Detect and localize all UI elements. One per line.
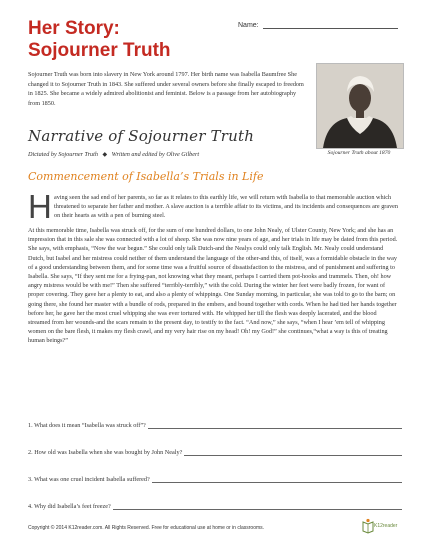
answer-line[interactable] [184,449,402,456]
k12reader-logo [362,518,404,534]
passage-paragraph-1: aving seen the sad end of her parents, so far as it relates to this earthly life, we will return with Isabella to that memorable auction which threatened to separate her father and mother. A slave auction is a terrible affair to its victims, and its incidents and consequences are graven on their hearts as with a pen of burning steel. [54,194,399,220]
portrait-image [317,64,403,148]
question-text: 1. What does it mean “Isabella was struck off”? [28,422,146,429]
question-text: 2. How old was Isabella when she was bought by John Nealy? [28,449,183,456]
question-text: 4. Why did Isabella’s feet freeze? [28,503,111,510]
question-row [28,483,402,510]
title-line-2: Sojourner Truth [28,40,171,61]
question-row [28,429,402,456]
byline-written: Written and edited by Olive Gilbert [111,151,200,158]
intro-paragraph: Sojourner Truth was born into slavery in New York around 1797. Her birth name was Isabella Baumfree She changed it to Sojourner Truth in 1843. She suffered under several owners before she finally escaped to freedom in 1825. She became a widely admired abolitionist and feminist. Below is a passage from her autobiography from 1850. [28,71,304,107]
question-text: 3. What was one cruel incident Isabella suffered? [28,476,150,483]
book-icon [362,518,374,534]
passage-paragraph-2: At this memorable time, Isabella was struck off, for the sum of one hundred dollars, to one John Nealy, of Ulster County, New York; and she has an impression that in this sale she was connected with a lot of sheep. She was now nine years of age, and her trials in life may be dated from this period. She says, with emphasis, “Now the war begun.” She could only talk Dutch-and the Nealys could only talk English. Mr. Nealy could understand Dutch, but Isabel and her mistress could neither of them understand the language of the other-and this, of itself, was a formidable obstacle in the way of a good understanding between them, and for some time was a fruitful source of dissatisfaction to the mistress, and of punishment and suffering to Isabella. She says, “If they sent me for a frying-pan, not knowing what they meant, perhaps I carried them pot-hooks and trammels. Then, oh! how angry mistress would be with me!” Then she suffered “terribly-terribly,” with the cold. During the winter her feet were badly frozen, for want of proper covering. They gave her a plenty to eat, and also a plenty of whippings. One Sunday morning, in particular, she was told to go to the barn; on going there, she found her master with a bundle of rods, prepared in the embers, and bound together with cords. When he had tied her hands together before her, he gave her the most cruel whipping she was ever tortured with. He whipped her till the flesh was deeply lacerated, and the blood streamed from her wounds-and the scars remain to the present day, to testify to the fact. “And now,” she says, “when I hear ’em tell of whipping women on the bare flesh, it makes my flesh crawl, and my very hair rise on my head! Oh! my God!” she continues,“what a way is this of treating human beings?” [28,227,398,345]
answer-line[interactable] [148,422,402,429]
answer-line[interactable] [152,476,402,483]
worksheet-title [28,18,228,62]
drop-cap: H [28,188,52,225]
name-write-line[interactable] [263,21,398,29]
question-row [28,402,402,429]
byline-dictated: Dictated by Sojourner Truth [28,151,98,158]
title-line-1: Her Story: [28,18,120,39]
photo-caption: Sojourner Truth about 1870 [327,150,391,156]
name-label: Name: [238,22,259,29]
byline [28,151,308,158]
bullet-separator: ◆ [102,152,108,158]
copyright-footer: Copyright © 2014 K12reader.com. All Rights Reserved. Free for educational use at home or in classrooms. [28,525,265,531]
name-field-row [238,21,398,29]
section-heading: Commencement of Isabella’s Trials in Life [28,170,264,183]
narrative-title: Narrative of Sojourner Truth [28,127,255,145]
answer-line[interactable] [113,503,402,510]
logo-text: K12reader [374,523,398,529]
portrait-photo [316,63,404,149]
question-list [28,402,402,510]
question-row [28,456,402,483]
